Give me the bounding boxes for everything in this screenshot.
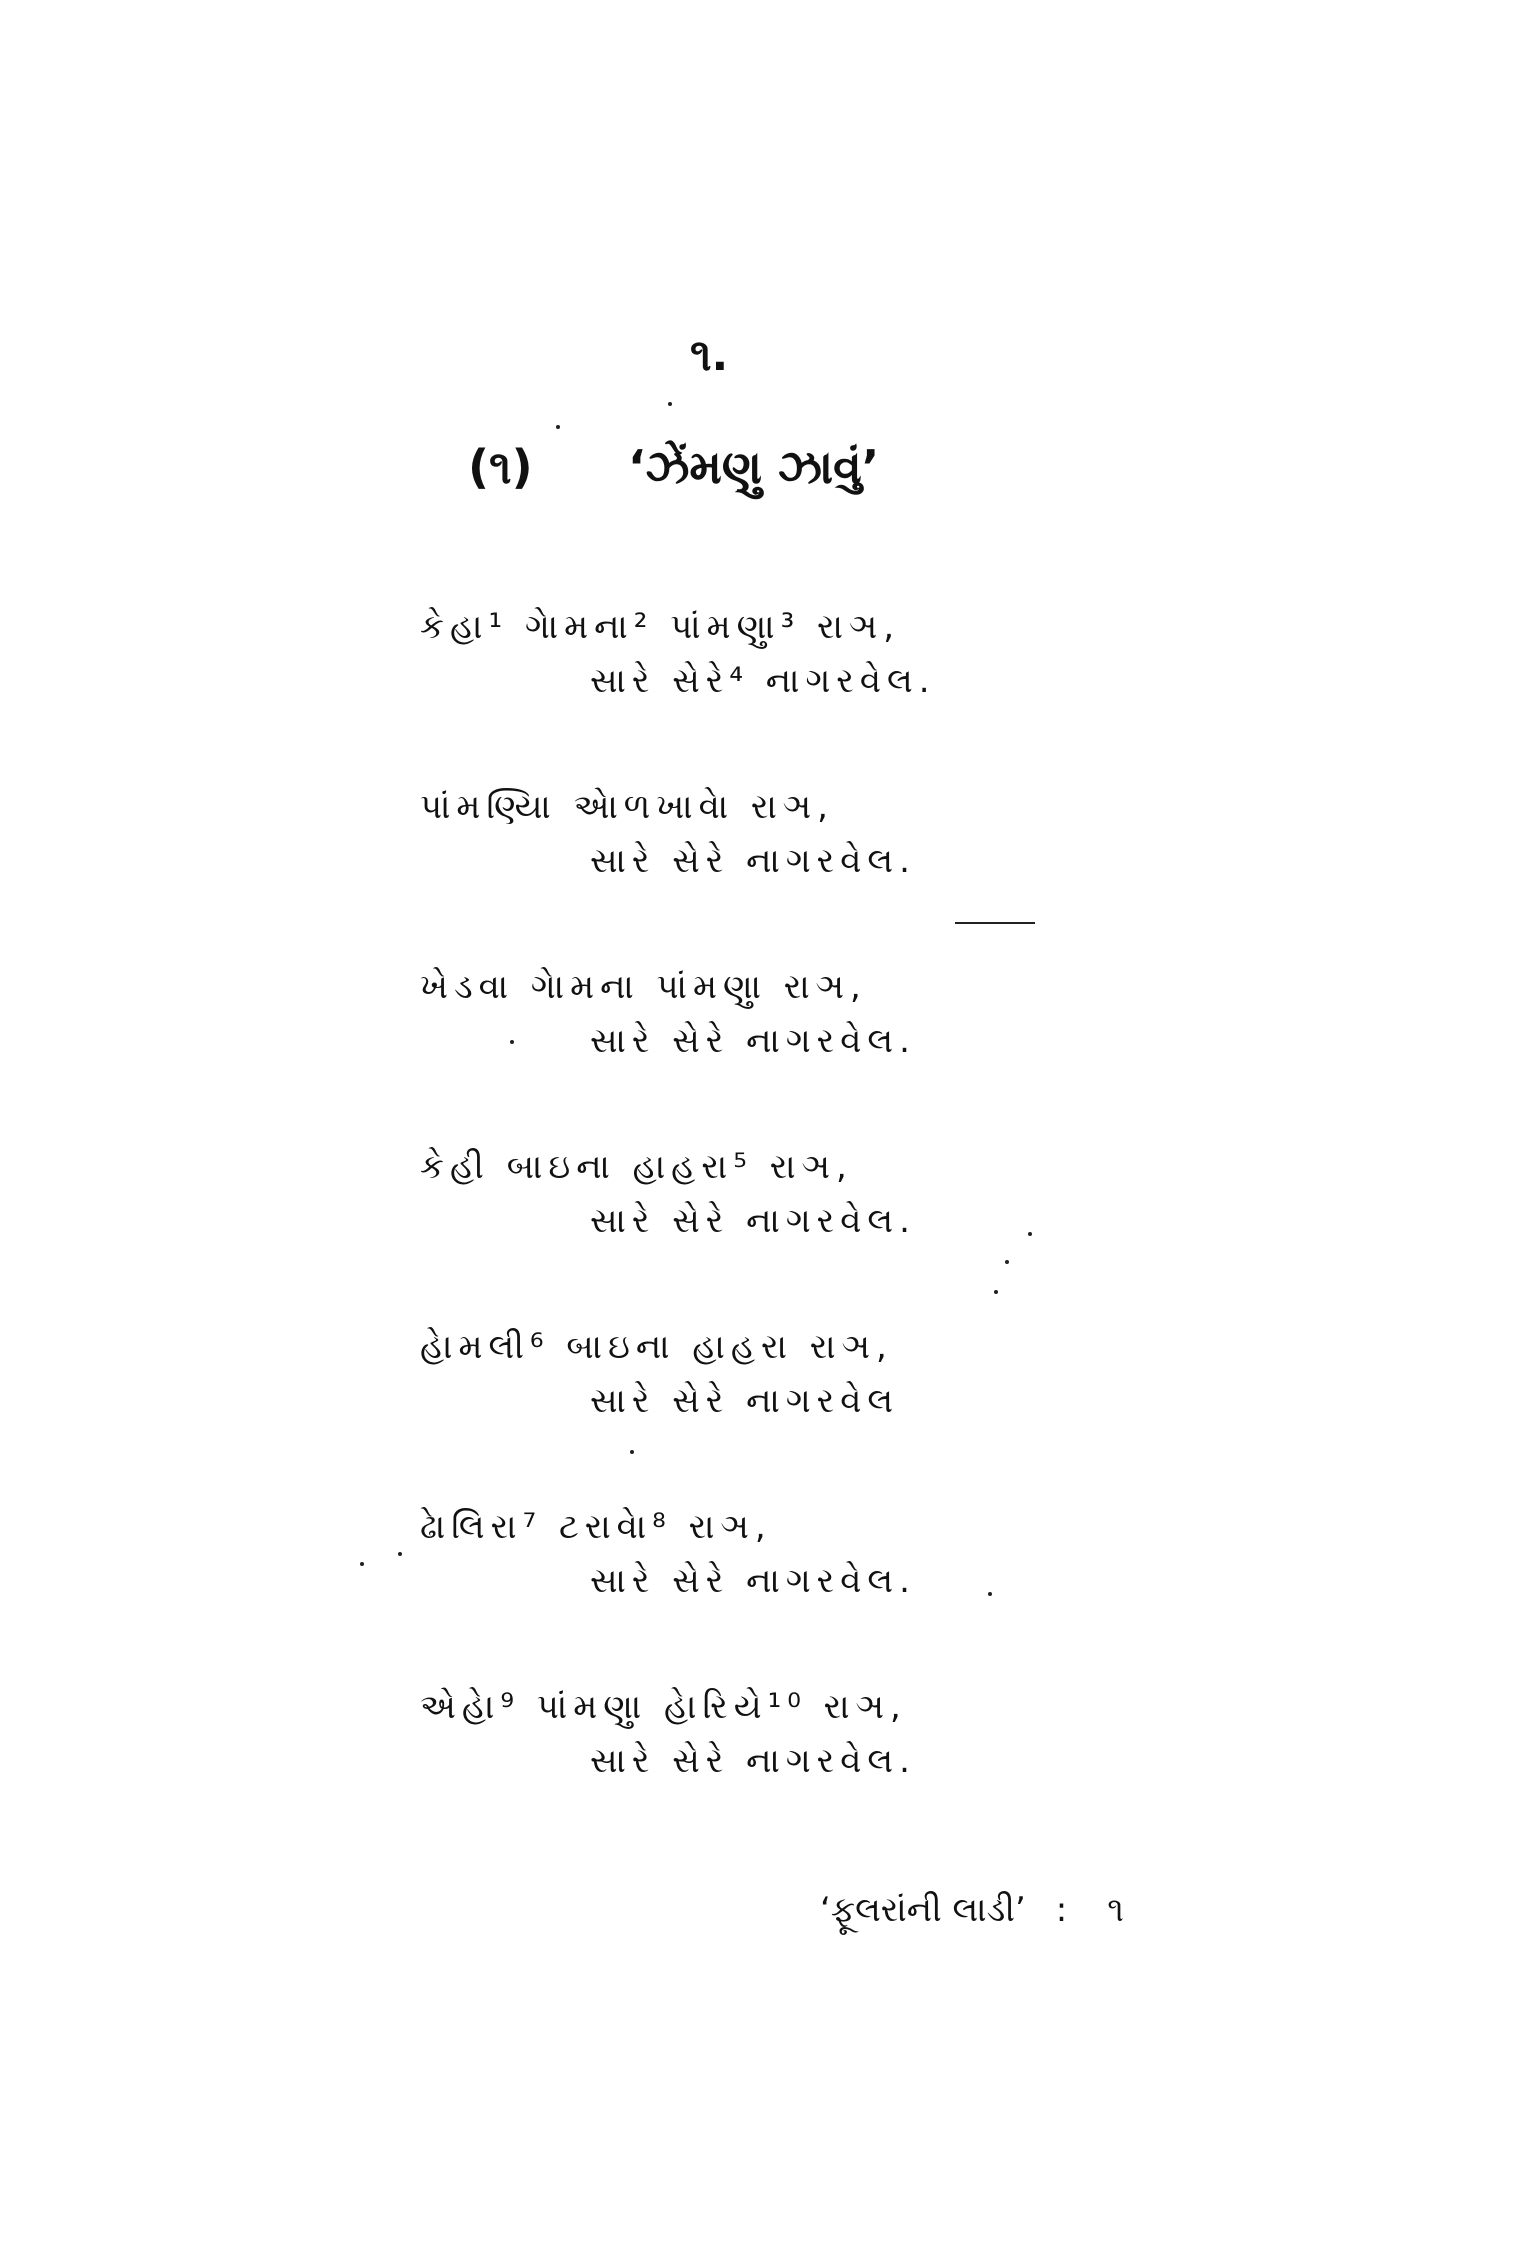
- stanza: [400, 960, 1100, 1069]
- poem-heading: [468, 440, 1068, 496]
- stanza: [400, 1320, 1100, 1429]
- section-number: ૧.: [690, 330, 729, 381]
- stanza: [400, 1500, 1100, 1609]
- stanza-line-1: કેહા¹ ગેામના² પાંમણુા³ રાઞ,: [420, 607, 901, 647]
- scan-speck: [630, 1450, 634, 1454]
- stanza-line-1: હેામલી⁶ બાઇના હાહરા રાઞ,: [420, 1327, 893, 1367]
- stanza: [400, 600, 1100, 709]
- page-number: ૧: [1107, 1890, 1124, 1930]
- stanza: [400, 1140, 1100, 1249]
- scan-speck: [398, 1552, 402, 1556]
- scan-speck: [1028, 1232, 1032, 1236]
- stanza-line-1: એહેા⁹ પાંમણુા હેારિયે¹⁰ રાઞ,: [420, 1687, 907, 1727]
- stanza-refrain: સારે સેરે નાગરવેલ.: [590, 1201, 916, 1242]
- stanza-refrain: સારે સેરે નાગરવેલ.: [590, 1021, 916, 1062]
- stanza-refrain: સારે સેરે નાગરવેલ.: [590, 1561, 916, 1602]
- scan-speck: [1005, 1260, 1009, 1264]
- stanza-refrain: સારે સેરે⁴ નાગરવેલ.: [590, 661, 936, 702]
- stanza-line-1: ખેડવા ગેામના પાંમણુા રાઞ,: [420, 967, 867, 1007]
- stanza: [400, 780, 1100, 889]
- book-title: ‘ફૂલરાંની લાડી’: [820, 1890, 1026, 1930]
- scan-speck: [360, 1562, 364, 1566]
- footer-separator: :: [1055, 1890, 1068, 1930]
- stanza: [400, 1680, 1100, 1789]
- stanza-line-1: ઢેાલિરા⁷ ટરાવેા⁸ રાઞ,: [420, 1507, 772, 1547]
- scan-speck: [556, 425, 560, 429]
- stanza-refrain: સારે સેરે નાગરવેલ.: [590, 1741, 916, 1782]
- stanza-refrain: સારે સેરે નાગરવેલ.: [590, 841, 916, 882]
- scan-speck: [955, 922, 1035, 924]
- page-footer: [820, 1890, 1240, 1930]
- poem-number: (૧): [468, 440, 533, 494]
- scan-speck: [668, 402, 672, 406]
- scan-speck: [988, 1592, 992, 1596]
- scan-speck: [994, 1290, 998, 1294]
- stanza-line-1: કેહી બાઇના હાહરા⁵ રાઞ,: [420, 1147, 853, 1187]
- stanza-line-1: પાંમણ્યિા એાળખાવેા રાઞ,: [420, 787, 834, 827]
- stanza-refrain: સારે સેરે નાગરવેલ: [590, 1381, 900, 1422]
- poem-title: ‘ઝેંમણુ ઝાવું’: [628, 440, 880, 494]
- scan-speck: [510, 1040, 514, 1044]
